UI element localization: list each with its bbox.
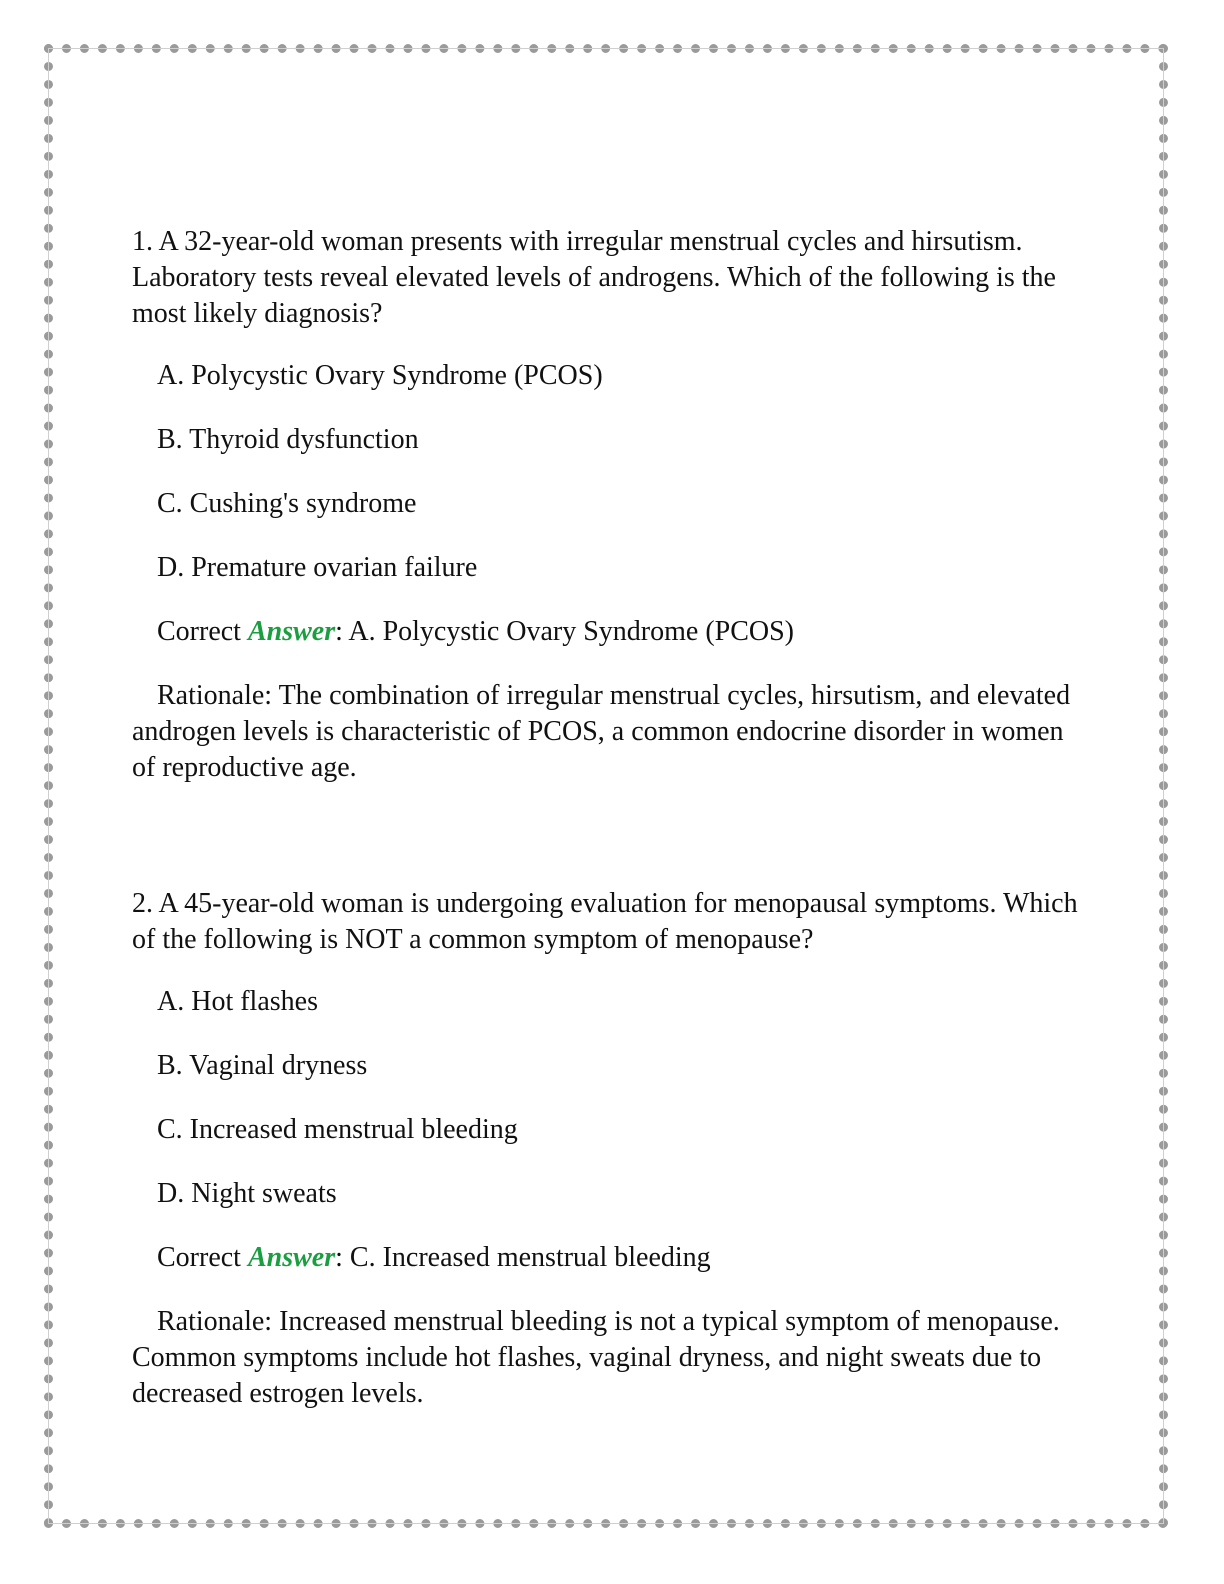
option-a: A. Hot flashes: [157, 986, 318, 1017]
correct-answer-text: : A. Polycystic Ovary Syndrome (PCOS): [335, 616, 795, 647]
option-c: C. Increased menstrual bleeding: [157, 1114, 518, 1145]
correct-answer-text: : C. Increased menstrual bleeding: [335, 1242, 711, 1273]
option-d: D. Night sweats: [157, 1178, 337, 1209]
quiz-content: [132, 224, 1092, 1412]
option-b: B. Thyroid dysfunction: [157, 424, 419, 455]
correct-answer-line: [132, 614, 1092, 650]
answer-word: Answer: [247, 616, 336, 647]
correct-answer-line: [132, 1240, 1092, 1276]
option-a: A. Polycystic Ovary Syndrome (PCOS): [157, 360, 603, 391]
section-spacer: [132, 786, 1092, 886]
question-block-2: [132, 886, 1092, 1412]
answer-word: Answer: [247, 1242, 336, 1273]
correct-prefix: Correct: [157, 1242, 248, 1273]
question-stem: 1. A 32-year-old woman presents with irregular menstrual cycles and hirsutism. Laboratory tests reveal elevated levels of androgens. Which of the following is the most likely diagnosis?: [132, 226, 1056, 329]
correct-prefix: Correct: [157, 616, 248, 647]
option-d: D. Premature ovarian failure: [157, 552, 478, 583]
rationale: Rationale: Increased menstrual bleeding is not a typical symptom of menopause. Common symptoms include hot flashes, vaginal dryness, and night sweats due to decreased estrogen levels.: [132, 1306, 1060, 1409]
rationale: Rationale: The combination of irregular menstrual cycles, hirsutism, and elevated androgen levels is characteristic of PCOS, a common endocrine disorder in women of reproductive age.: [132, 680, 1071, 783]
option-b: B. Vaginal dryness: [157, 1050, 368, 1081]
option-c: C. Cushing's syndrome: [157, 488, 417, 519]
question-block-1: [132, 224, 1092, 786]
question-stem: 2. A 45-year-old woman is undergoing evaluation for menopausal symptoms. Which of the following is NOT a common symptom of menopause?: [132, 888, 1078, 955]
